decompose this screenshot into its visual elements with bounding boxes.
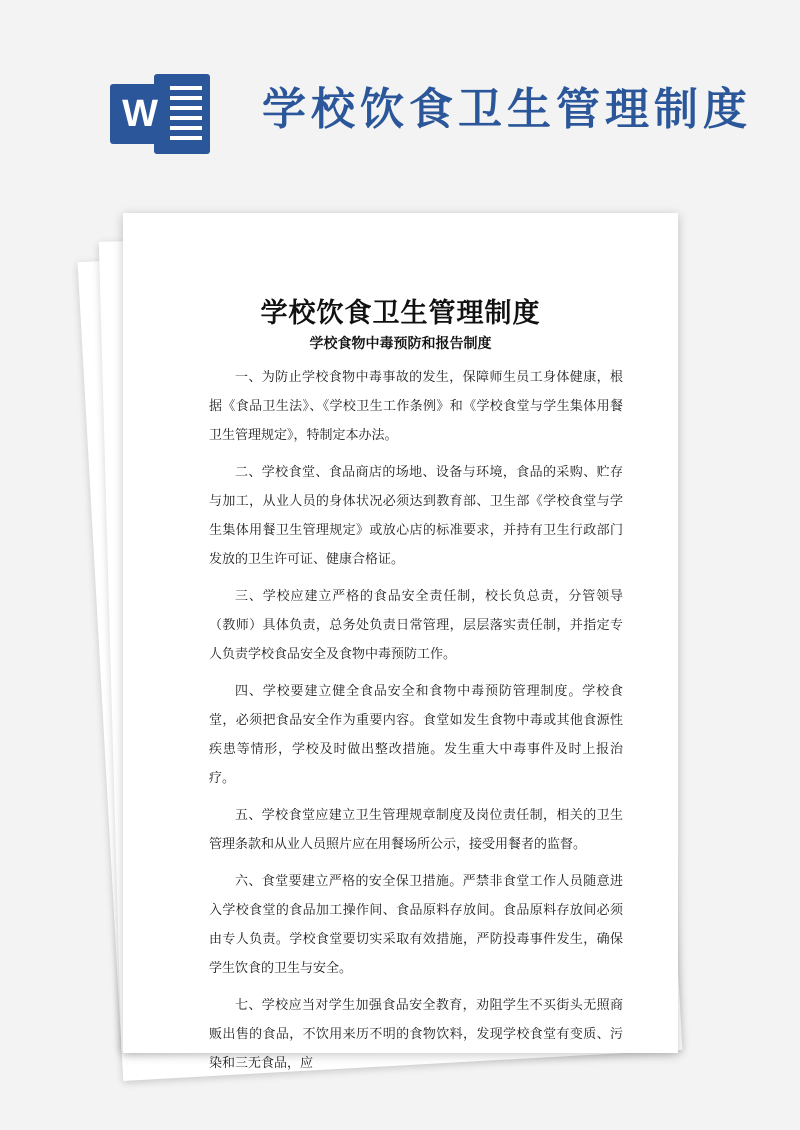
logo-letter: W	[122, 93, 158, 135]
document-title: 学校饮食卫生管理制度	[260, 298, 541, 329]
word-document-icon	[110, 70, 214, 158]
document-subtitle: 学校食物中毒预防和报告制度	[309, 336, 492, 352]
paragraph: 七、学校应当对学生加强食品安全教育，劝阻学生不买街头无照商贩出售的食品，不饮用来历不明的食物饮料，发现学校食堂有变质、污染和三无食品，应	[209, 998, 623, 1071]
document-page	[123, 213, 678, 1071]
header-title: 学校饮食卫生管理制度	[262, 84, 752, 135]
paragraph: 三、学校应建立严格的食品安全责任制，校长负总责，分管领导（教师）具体负责，总务处负责日常管理，层层落实责任制，并指定专人负责学校食品安全及食物中毒预防工作。	[209, 589, 623, 662]
paragraph: 五、学校食堂应建立卫生管理规章制度及岗位责任制，相关的卫生管理条款和从业人员照片应在用餐场所公示，接受用餐者的监督。	[209, 808, 623, 852]
paragraph: 四、学校要建立健全食品安全和食物中毒预防管理制度。学校食堂，必须把食品安全作为重要内容。食堂如发生食物中毒或其他食源性疾患等情形，学校及时做出整改措施。发生重大中毒事件及时上报治疗。	[209, 684, 623, 786]
document-body	[209, 363, 623, 1086]
paragraph: 六、食堂要建立严格的安全保卫措施。严禁非食堂工作人员随意进入学校食堂的食品加工操作间、食品原料存放间。食品原料存放间必须由专人负责。学校食堂要切实采取有效措施，严防投毒事件发生，确保学生饮食的卫生与安全。	[209, 874, 623, 976]
paragraph: 一、为防止学校食物中毒事故的发生，保障师生员工身体健康，根据《食品卫生法》、《学校卫生工作条例》和《学校食堂与学生集体用餐卫生管理规定》，特制定本办法。	[209, 370, 623, 443]
header-banner	[0, 0, 800, 200]
paragraph: 二、学校食堂、食品商店的场地、设备与环境，食品的采购、贮存与加工，从业人员的身体状况必须达到教育部、卫生部《学校食堂与学生集体用餐卫生管理规定》或放心店的标准要求，并持有卫生行政部门发放的卫生许可证、健康合格证。	[209, 465, 623, 567]
